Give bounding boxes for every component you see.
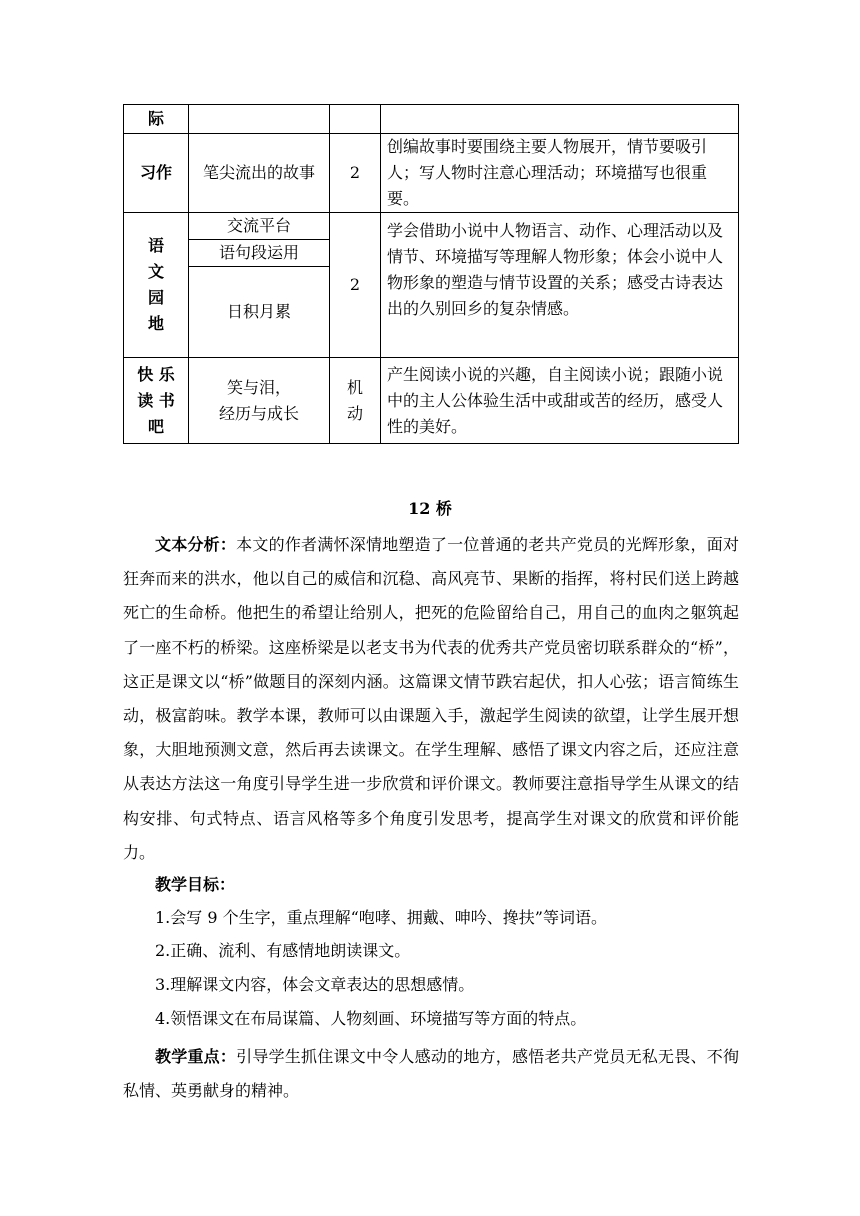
curriculum-table xyxy=(123,104,739,444)
table-cell xyxy=(381,105,739,134)
analysis-text: 本文的作者满怀深情地塑造了一位普通的老共产党员的光辉形象，面对狂奔而来的洪水，他以自己的威信和沉稳、高风亮节、果断的指挥，将村民们送上跨越死亡的生命桥。他把生的希望让给别人，把死的危险留给自己，用自己的血肉之躯筑起了一座不朽的桥梁。这座桥梁是以老支书为代表的优秀共产党员密切联系群众的“桥”，这正是课文以“桥”做题目的深刻内涵。这篇课文情节跌宕起伏，扣人心弦；语言简练生动，极富韵味。教学本课，教师可以由课题入手，激起学生阅读的欲望，让学生展开想象，大胆地预测文意，然后再去读课文。在学生理解、感悟了课文内容之后，还应注意从表达方法这一角度引导学生进一步欣赏和评价课文。教师要注意指导学生从课文的结构安排、句式特点、语言风格等多个角度引发思考，提高学生对课文的欣赏和评价能力。 xyxy=(123,535,739,862)
unit-name: 日积月累 xyxy=(189,267,330,358)
goal-item: 3.理解课文内容，体会文章表达的思想感情。 xyxy=(155,975,475,994)
analysis-label: 文本分析： xyxy=(155,535,237,554)
row-category: 习作 xyxy=(124,134,189,213)
goal-item: 1.会写 9 个生字，重点理解“咆哮、拥戴、呻吟、搀扶”等词语。 xyxy=(155,908,607,927)
lesson-title: 12 桥 xyxy=(408,499,452,518)
unit-name-line: 经历与成长 xyxy=(218,403,299,423)
row-category xyxy=(124,213,189,358)
unit-name-line: 笑与泪， xyxy=(226,377,291,397)
table-cell xyxy=(330,105,381,134)
category-char: 文 xyxy=(147,262,164,281)
table-row xyxy=(124,213,739,240)
category-char: 语 xyxy=(147,236,164,255)
period-line: 机 xyxy=(346,377,363,397)
period-count xyxy=(330,358,381,444)
analysis-paragraph xyxy=(123,528,739,870)
goals-label: 教学目标： xyxy=(155,875,236,894)
period-count: 2 xyxy=(330,134,381,213)
period-count: 2 xyxy=(330,213,381,358)
category-line: 读 书 xyxy=(137,390,175,410)
focus-paragraph xyxy=(123,1040,739,1108)
table-row xyxy=(124,358,739,444)
category-char: 地 xyxy=(147,314,164,333)
table-row xyxy=(124,134,739,213)
category-line: 吧 xyxy=(147,416,164,436)
unit-name: 交流平台 xyxy=(189,213,330,240)
period-line: 动 xyxy=(346,403,363,423)
unit-name: 语句段运用 xyxy=(189,240,330,267)
table-row xyxy=(124,105,739,134)
focus-text: 引导学生抓住课文中令人感动的地方，感悟老共产党员无私无畏、不徇私情、英勇献身的精神。 xyxy=(123,1047,739,1101)
unit-goal: 学会借助小说中人物语言、动作、心理活动以及情节、环境描写等理解人物形象；体会小说中人物形象的塑造与情节设置的关系；感受古诗表达出的久别回乡的复杂情感。 xyxy=(381,213,739,358)
row-category: 际 xyxy=(124,105,189,134)
category-line: 快 乐 xyxy=(137,364,175,384)
focus-label: 教学重点： xyxy=(155,1047,237,1066)
goal-item: 2.正确、流利、有感情地朗读课文。 xyxy=(155,941,411,960)
unit-goal: 创编故事时要围绕主要人物展开，情节要吸引人；写人物时注意心理活动；环境描写也很重要。 xyxy=(381,134,739,213)
goal-item: 4.领悟课文在布局谋篇、人物刻画、环境描写等方面的特点。 xyxy=(155,1009,587,1028)
unit-name: 笔尖流出的故事 xyxy=(189,134,330,213)
unit-goal: 产生阅读小说的兴趣，自主阅读小说；跟随小说中的主人公体验生活中或甜或苦的经历，感受人性的美好。 xyxy=(381,358,739,444)
category-char: 园 xyxy=(147,288,164,307)
unit-name xyxy=(189,358,330,444)
row-category xyxy=(124,358,189,444)
table-cell xyxy=(189,105,330,134)
